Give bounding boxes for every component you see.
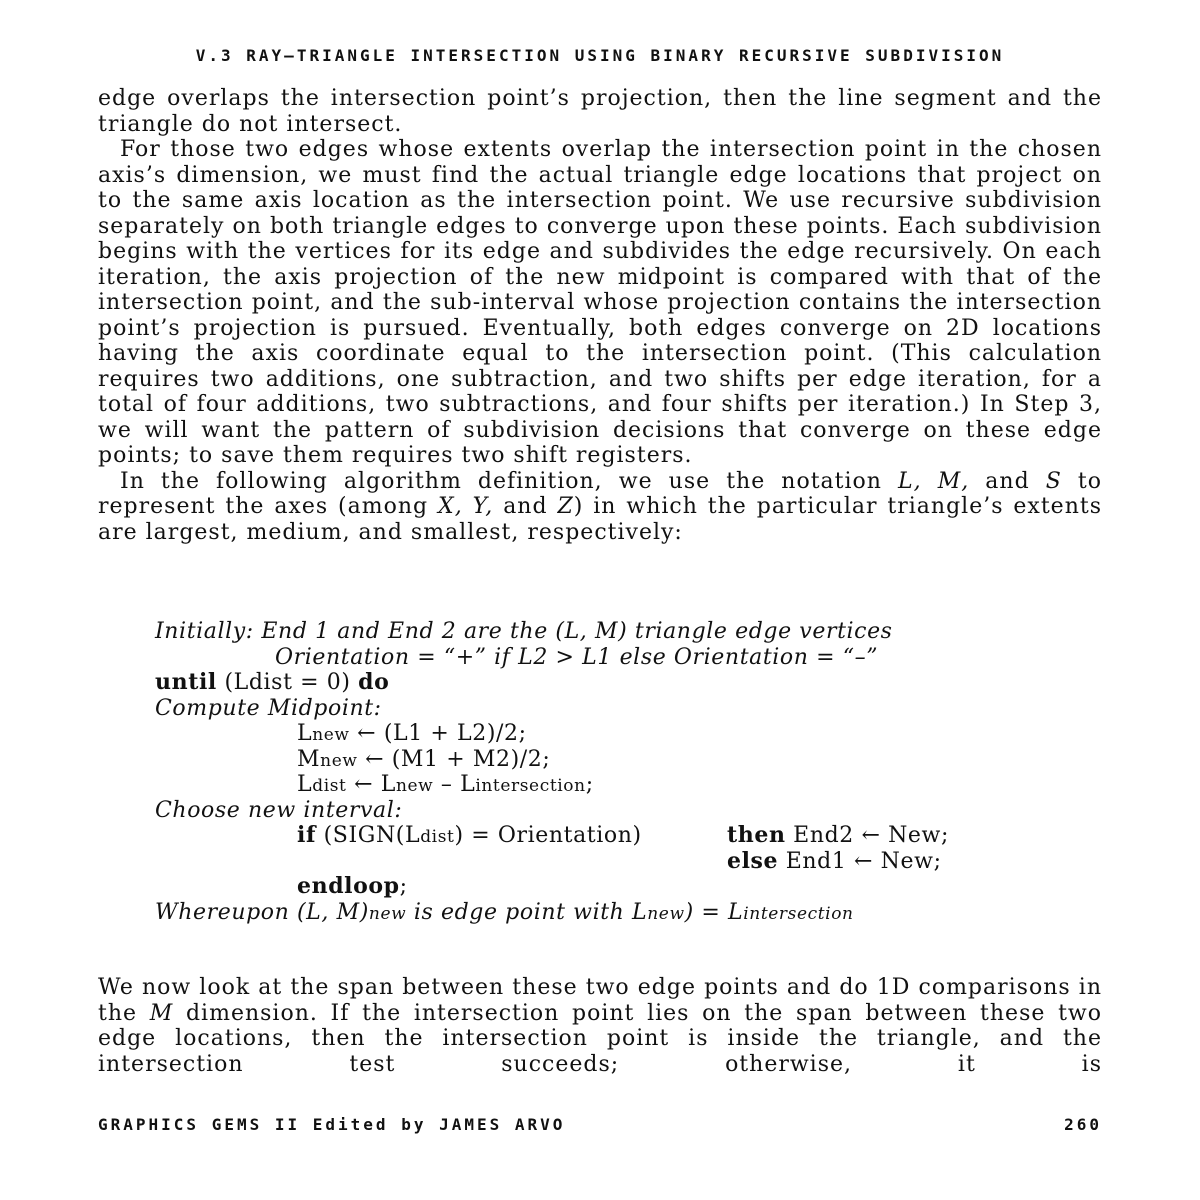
page-number: 260: [1064, 1115, 1102, 1134]
until-condition: (Ldist = 0): [216, 670, 359, 695]
algo-mnew: [155, 747, 1055, 773]
p3-text-c: ) in which the particular triangle’s extents are largest, medium, and smallest, respectively:: [98, 494, 1102, 545]
ldist-minus: – L: [433, 772, 476, 797]
ldist-var: L: [297, 772, 313, 797]
ldist-end: ;: [585, 772, 594, 797]
algo-endloop: [155, 874, 1055, 900]
algo-initially: Initially: End 1 and End 2 are the (L, M) triangle edge vertices: [155, 619, 893, 644]
algo-choose-interval: Choose new interval:: [155, 797, 403, 823]
ldist-assign: ← L: [346, 772, 396, 797]
body-text: [98, 86, 1102, 545]
algo-ldist: [155, 772, 1055, 798]
algo-whereupon: [155, 900, 1055, 926]
algorithm-block: [155, 619, 1055, 925]
whereupon-subscript-2: new: [647, 903, 685, 924]
paragraph-3: [98, 469, 1102, 546]
p4-text-b: dimension. If the intersection point lies on the span between these two edge locations, then the intersection point is inside the triangle, and the intersection test succeeds; otherwise, it is: [98, 1000, 1102, 1077]
ldist-subscript-new: new: [395, 776, 434, 796]
p3-axes: X, Y,: [438, 494, 494, 519]
running-footer: [98, 1115, 1102, 1134]
p4-m: M: [149, 1000, 174, 1026]
whereupon-c: ) = L: [684, 899, 744, 925]
whereupon-a: Whereupon (L, M): [155, 899, 369, 925]
algo-if: [155, 823, 1055, 849]
p3-text-b: to represent the axes (among: [98, 468, 1102, 519]
mnew-subscript: new: [320, 750, 358, 771]
p3-vars: L, M,: [898, 468, 970, 494]
algo-orientation: Orientation = “+” if L2 > L1 else Orientation = “–”: [275, 644, 879, 670]
then-keyword: then: [727, 822, 786, 848]
footer-book-title: GRAPHICS GEMS II Edited by JAMES ARVO: [98, 1115, 566, 1134]
mnew-var: M: [297, 746, 321, 772]
if-condition-a: (SIGN(L: [316, 823, 421, 848]
paragraph-4: [98, 975, 1102, 1077]
do-keyword: do: [358, 669, 390, 695]
endloop-semicolon: ;: [399, 874, 408, 899]
else-keyword: else: [727, 847, 779, 874]
algo-until: [155, 670, 1055, 696]
p3-z: Z: [557, 494, 574, 519]
whereupon-b: is edge point with L: [406, 899, 648, 925]
p3-s: S: [1045, 468, 1062, 494]
algo-compute-midpoint: Compute Midpoint:: [155, 695, 382, 721]
ldist-subscript: dist: [312, 776, 347, 796]
algo-else: [155, 849, 1055, 875]
p3-and-2: and: [493, 494, 558, 519]
until-keyword: until: [155, 669, 217, 695]
endloop-keyword: endloop: [297, 873, 400, 899]
else-rhs: End1 ← New;: [778, 848, 942, 874]
paragraph-1: edge overlaps the intersection point’s projection, then the line segment and the triangle do not intersect.: [98, 86, 1102, 137]
if-condition-b: ) = Orientation): [454, 823, 642, 848]
lnew-rhs: ← (L1 + L2)/2;: [349, 721, 527, 746]
whereupon-subscript-3: intersection: [743, 903, 854, 924]
whereupon-subscript: new: [368, 903, 407, 924]
else-clause: [727, 849, 942, 875]
if-keyword: if: [297, 822, 317, 848]
closing-text: [98, 975, 1102, 1077]
then-clause: [727, 823, 949, 849]
then-rhs: End2 ← New;: [785, 823, 949, 848]
lnew-subscript: new: [312, 725, 350, 745]
p3-and: and: [969, 468, 1046, 494]
running-header: V.3 RAY–TRIANGLE INTERSECTION USING BINARY RECURSIVE SUBDIVISION: [195, 46, 1005, 65]
lnew-var: L: [297, 721, 313, 746]
p4-text-a: We now look at the span between these two edge points and do 1D comparisons in the: [98, 975, 1102, 1026]
mnew-rhs: ← (M1 + M2)/2;: [357, 746, 551, 772]
p3-text-a: In the following algorithm definition, we use the notation: [120, 468, 899, 494]
if-condition-subscript: dist: [420, 827, 455, 847]
paragraph-2: For those two edges whose extents overlap the intersection point in the chosen axis’s dimension, we must find the actual triangle edge locations that project on to the same axis location as the intersection point. We use recursive subdivision separately on both triangle edges to converge upon these points. Each subdivision begins with the vertices for its edge and subdivides the edge recursively. On each iteration, the axis projection of the new midpoint is compared with that of the intersection point, and the sub-interval whose projection contains the intersection point’s projection is pursued. Eventually, both edges converge on 2D locations having the axis coordinate equal to the intersection point. (This calculation requires two additions, one subtraction, and two shifts per edge iteration, for a total of four additions, two subtractions, and four shifts per iteration.) In Step 3, we will want the pattern of subdivision decisions that converge on these edge points; to save them requires two shift registers.: [98, 137, 1102, 468]
ldist-subscript-intersection: intersection: [475, 776, 586, 796]
algo-lnew: [155, 721, 1055, 747]
